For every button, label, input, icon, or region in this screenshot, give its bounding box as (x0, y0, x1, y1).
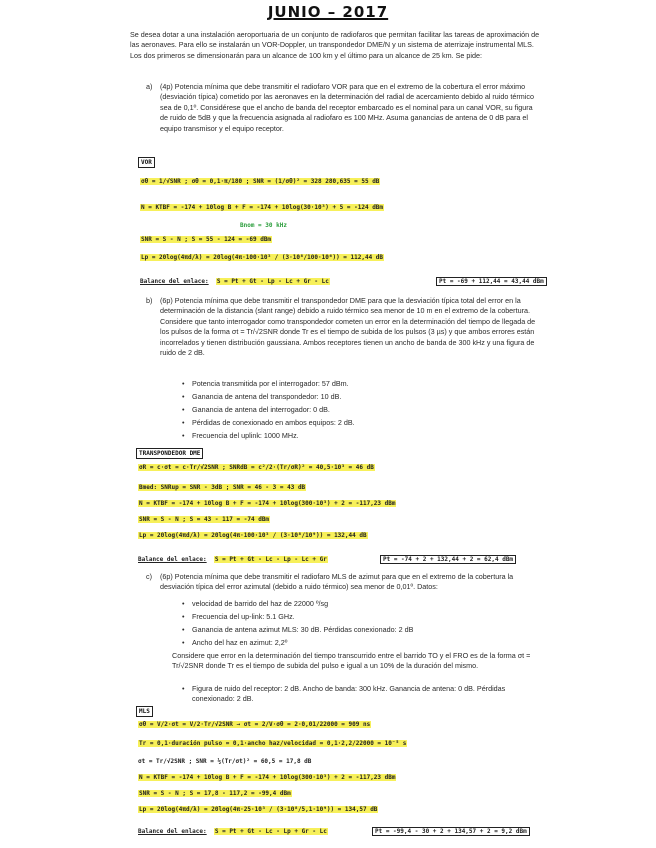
mls-work-line-4: N = KTBF = -174 + 10log B + F = -174 + 10log(300·10³) + 2 = -117,23 dBm (139, 774, 396, 781)
vor-work-line-3: SNR = S - N ; S = 55 - 124 = -69 dBm (141, 236, 272, 243)
mls-work-line-1: σθ = V/2·σt = V/2·Tr/√2SNR → σt = 2/V·σθ = 2·0,01/22000 = 909 ns (139, 721, 371, 728)
mls-work-line-6: Lp = 20log(4πd/λ) = 20log(4π·25·10³ / (3·10⁸/5,1·10⁹)) = 134,57 dB (139, 806, 378, 813)
mls-balance: Balance del enlace: S = Pt + Gt - Lc - Lp + Gr - Lc (138, 828, 327, 835)
mls-work-line-2: Tr = 0,1·duración pulso = 0,1·ancho haz/velocidad = 0,1·2,2/22000 = 10⁻⁵ s (139, 740, 407, 747)
part-a-label: a) (146, 82, 153, 91)
mls-bullet-1: • velocidad de barrido del haz de 22000 º/sg (192, 599, 328, 609)
vor-work-line-4: Lp = 20log(4πd/λ) = 20log(4π·100·10³ / (3·10⁸/100·10⁶)) = 112,44 dB (141, 254, 384, 261)
dme-work-line-3: N = KTBF = -174 + 10log B + F = -174 + 10log(300·10³) + 2 = -117,23 dBm (139, 500, 396, 507)
dme-bullet-4: • Pérdidas de conexionado en ambos equipos: 2 dB. (192, 418, 355, 428)
dme-work-line-2: Bmed: SNRup = SNR - 3dB ; SNR = 46 - 3 = 43 dB (139, 484, 306, 491)
part-c-label: c) (146, 572, 152, 581)
mls-work-line-5: SNR = S - N ; S = 17,8 - 117,2 = -99,4 dBm (139, 790, 291, 797)
dme-balance: Balance del enlace: S = Pt + Gt - Lc - Lp - Lc + Gr (138, 556, 327, 563)
dme-work-line-1: σR = c·σt = c·Tr/√2SNR ; SNRdB = c²/2·(Tr/σR)² = 40,5·10³ = 46 dB (139, 464, 374, 471)
mls-work-line-3: σt = Tr/√2SNR ; SNR = ½(Tr/σt)² = 60,5 = 17,8 dB (138, 758, 312, 765)
vor-balance: Balance del enlace: S = Pt + Gt - Lp - Lc + Gr - Lc (140, 278, 329, 285)
intro-paragraph: Se desea dotar a una instalación aeroportuaria de un conjunto de radiofaros que permitan facilitar las tareas de aproximación de las aeronaves. Para ello se instalarán un VOR-Doppler, un transpondedor DME/N y un sistema de aterrizaje instrumental MLS. Los dos primeros se dimensionarán para un alcance de 100 km y el último para un alcance de 25 km. Se pide: (130, 30, 540, 60)
vor-work-line-2: N = KTBF = -174 + 10log B + F = -174 + 10log(30·10³) + 5 = -124 dBm (141, 204, 384, 211)
dme-bullet-5: • Frecuencia del uplink: 1000 MHz. (192, 431, 299, 441)
part-a-statement: (4p) Potencia mínima que debe transmitir el radiofaro VOR para que en el extremo de la cobertura el error máximo (desviación típica) cometido por las aeronaves en la determinación del radial de acercamiento debido al ruido térmico sea de 0,1º. Considérese que el ancho de banda del receptor embarcado es el nominal para un canal VOR, su figura de ruido de 5dB y que la frecuencia asignada al radiofaro es 100 MHz. Asuma ganancias de antena de 0 dB para el equipo transmisor y el equipo receptor. (160, 82, 534, 133)
mls-bullet-4: • Ancho del haz en azimut: 2,2º (192, 638, 287, 648)
page-title: JUNIO – 2017 (267, 3, 389, 21)
vor-result: Pt = -69 + 112,44 = 43,44 dBm (436, 278, 547, 286)
part-b-statement: (6p) Potencia mínima que debe transmitir el transpondedor DME para que la desviación típica total del error en la determinación de la distancia (slant range) debido a ruido térmico sea menor de 10 m en el extremo de la cobertura. Considere que tanto interrogador como transpondedor cometen un error en la determinación del tiempo de llegada de los pulsos de la forma σt = Tr/√2SNR donde Tr es el tiempo de subida de los pulsos (3 µs) y que ambos errores están incorrelados y tienen distribución gaussiana. Ambos receptores tienen un ancho de banda de 300 kHz y una figura de ruido de 2 dB. (160, 296, 536, 358)
dme-bullet-1: • Potencia transmitida por el interrogador: 57 dBm. (192, 379, 349, 389)
part-b-label: b) (146, 296, 153, 305)
part-c-statement: (6p) Potencia mínima que debe transmitir el radiofaro MLS de azimut para que en el extremo de la cobertura la desviación típica del error azimutal (debido a ruido térmico) sea menor de 0,01º. Datos: (160, 572, 514, 592)
mls-bullet-2: • Frecuencia del up-link: 5.1 GHz. (192, 612, 295, 622)
dme-work-line-4: SNR = S - N ; S = 43 - 117 = -74 dBm (139, 516, 270, 523)
dme-bullet-3: • Ganancia de antena del interrogador: 0 dB. (192, 405, 330, 415)
dme-result: Pt = -74 + 2 + 132,44 + 2 = 62,4 dBm (380, 556, 516, 564)
mls-bullet-5: • Figura de ruido del receptor: 2 dB. Ancho de banda: 300 kHz. Ganancia de antena: 0 dB. Pérdidas conexionado: 2 dB. (192, 684, 540, 704)
dme-bullet-2: • Ganancia de antena del transpondedor: 10 dB. (192, 392, 341, 402)
vor-work-line-1: σθ = 1/√SNR ; σθ = 0,1·π/180 ; SNR = (1/σθ)² = 328 280,635 = 55 dB (141, 178, 380, 185)
vor-bandwidth-note: Bnom = 30 kHz (240, 222, 287, 229)
section-tag-vor: VOR (138, 157, 155, 168)
section-tag-dme: TRANSPONDEDOR DME (136, 448, 203, 459)
mls-result: Pt = -99,4 - 30 + 2 + 134,57 + 2 = 9,2 dBm (372, 828, 530, 836)
dme-work-line-5: Lp = 20log(4πd/λ) = 20log(4π·100·10³ / (3·10⁸/10⁹)) = 132,44 dB (139, 532, 367, 539)
mls-bullet-3: • Ganancia de antena azimut MLS: 30 dB. Pérdidas conexionado: 2 dB (192, 625, 413, 635)
part-c-statement-2: Considere que error en la determinación del tiempo transcurrido entre el barrido TO y el FRO es de la forma σt = Tr/√2SNR donde Tr es el tiempo de subida del pulso e igual a un 10% de la duración del mismo. (172, 651, 531, 671)
section-tag-mls: MLS (136, 706, 153, 717)
